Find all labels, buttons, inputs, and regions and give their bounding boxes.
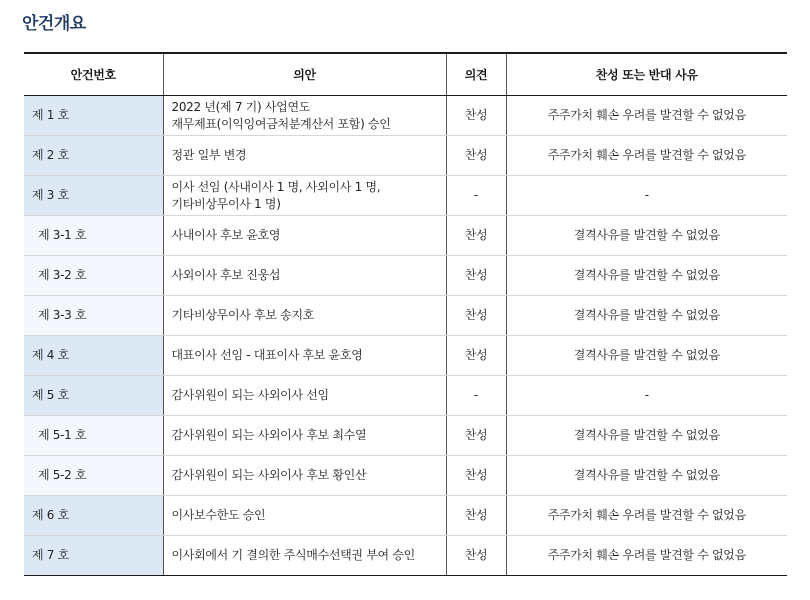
vote-cell: 찬성	[446, 296, 506, 336]
agenda-item-cell	[163, 256, 446, 296]
vote-cell: 찬성	[446, 336, 506, 376]
table-row	[24, 536, 787, 576]
vote-cell: 찬성	[446, 96, 506, 136]
vote-cell: 찬성	[446, 536, 506, 576]
agenda-number-cell: 제 5-2 호	[24, 456, 163, 496]
header-agenda-number: 안건번호	[24, 53, 163, 96]
agenda-item-line-1: 사외이사 후보 진웅섭	[171, 268, 281, 282]
agenda-number-cell: 제 6 호	[24, 496, 163, 536]
table-header-row	[24, 53, 787, 96]
agenda-number-cell: 제 3-1 호	[24, 216, 163, 256]
vote-cell: 찬성	[446, 496, 506, 536]
agenda-item-cell	[163, 216, 446, 256]
agenda-item-line-1: 감사위원이 되는 사외이사 후보 황인산	[171, 468, 367, 482]
reason-cell: 주주가치 훼손 우려를 발견할 수 없었음	[506, 96, 787, 136]
header-reason: 찬성 또는 반대 사유	[506, 53, 787, 96]
vote-cell: 찬성	[446, 416, 506, 456]
vote-cell: 찬성	[446, 256, 506, 296]
agenda-item-line-1: 정관 일부 변경	[171, 148, 247, 162]
table-body	[24, 96, 787, 576]
agenda-item-line-1: 감사위원이 되는 사외이사 선임	[171, 388, 329, 402]
vote-cell: 찬성	[446, 136, 506, 176]
table-row	[24, 456, 787, 496]
agenda-number-cell: 제 2 호	[24, 136, 163, 176]
agenda-item-line-1: 대표이사 선임 - 대표이사 후보 윤호영	[171, 348, 363, 362]
reason-cell: -	[506, 176, 787, 216]
agenda-item-line-1: 2022 년(제 7 기) 사업연도	[171, 99, 311, 114]
reason-cell: 결격사유를 발견할 수 없었음	[506, 416, 787, 456]
agenda-item-cell	[163, 96, 446, 136]
vote-cell: -	[446, 176, 506, 216]
agenda-number-cell: 제 7 호	[24, 536, 163, 576]
reason-cell: 주주가치 훼손 우려를 발견할 수 없었음	[506, 136, 787, 176]
agenda-item-line-1: 기타비상무이사 후보 송지호	[171, 308, 315, 322]
table-row	[24, 176, 787, 216]
agenda-number-cell: 제 5-1 호	[24, 416, 163, 456]
agenda-item-cell	[163, 176, 446, 216]
table-row	[24, 496, 787, 536]
agenda-number-cell: 제 3 호	[24, 176, 163, 216]
reason-cell: 주주가치 훼손 우려를 발견할 수 없었음	[506, 536, 787, 576]
agenda-item-cell	[163, 336, 446, 376]
agenda-item-cell	[163, 536, 446, 576]
header-vote: 의견	[446, 53, 506, 96]
agenda-number-cell: 제 3-2 호	[24, 256, 163, 296]
reason-cell: 주주가치 훼손 우려를 발견할 수 없었음	[506, 496, 787, 536]
reason-cell: 결격사유를 발견할 수 없었음	[506, 256, 787, 296]
agenda-table	[24, 52, 787, 576]
vote-cell: 찬성	[446, 216, 506, 256]
table-row	[24, 376, 787, 416]
table-row	[24, 336, 787, 376]
agenda-number-cell: 제 3-3 호	[24, 296, 163, 336]
agenda-item-cell	[163, 496, 446, 536]
agenda-number-cell: 제 4 호	[24, 336, 163, 376]
header-agenda-item: 의안	[163, 53, 446, 96]
agenda-item-cell	[163, 376, 446, 416]
reason-cell: 결격사유를 발견할 수 없었음	[506, 296, 787, 336]
table-row	[24, 136, 787, 176]
agenda-item-line-1: 이사회에서 기 결의한 주식매수선택권 부여 승인	[171, 548, 415, 562]
reason-cell: 결격사유를 발견할 수 없었음	[506, 456, 787, 496]
agenda-item-line-2: 기타비상무이사 1 명)	[171, 196, 281, 211]
reason-cell: 결격사유를 발견할 수 없었음	[506, 336, 787, 376]
agenda-item-line-2: 재무제표(이익잉여금처분계산서 포함) 승인	[171, 116, 391, 131]
table-row	[24, 96, 787, 136]
agenda-number-cell: 제 5 호	[24, 376, 163, 416]
agenda-item-line-1: 이사 선임 (사내이사 1 명, 사외이사 1 명,	[171, 179, 381, 194]
table-row	[24, 296, 787, 336]
agenda-item-line-1: 이사보수한도 승인	[171, 508, 266, 522]
reason-cell: 결격사유를 발견할 수 없었음	[506, 216, 787, 256]
agenda-number-cell: 제 1 호	[24, 96, 163, 136]
table-row	[24, 256, 787, 296]
table-row	[24, 216, 787, 256]
agenda-item-cell	[163, 416, 446, 456]
section-title: 안건개요	[22, 14, 86, 34]
agenda-item-cell	[163, 456, 446, 496]
vote-cell: -	[446, 376, 506, 416]
table-row	[24, 416, 787, 456]
agenda-item-cell	[163, 136, 446, 176]
agenda-item-line-1: 사내이사 후보 윤호영	[171, 228, 281, 242]
agenda-item-line-1: 감사위원이 되는 사외이사 후보 최수열	[171, 428, 367, 442]
reason-cell: -	[506, 376, 787, 416]
agenda-item-cell	[163, 296, 446, 336]
vote-cell: 찬성	[446, 456, 506, 496]
